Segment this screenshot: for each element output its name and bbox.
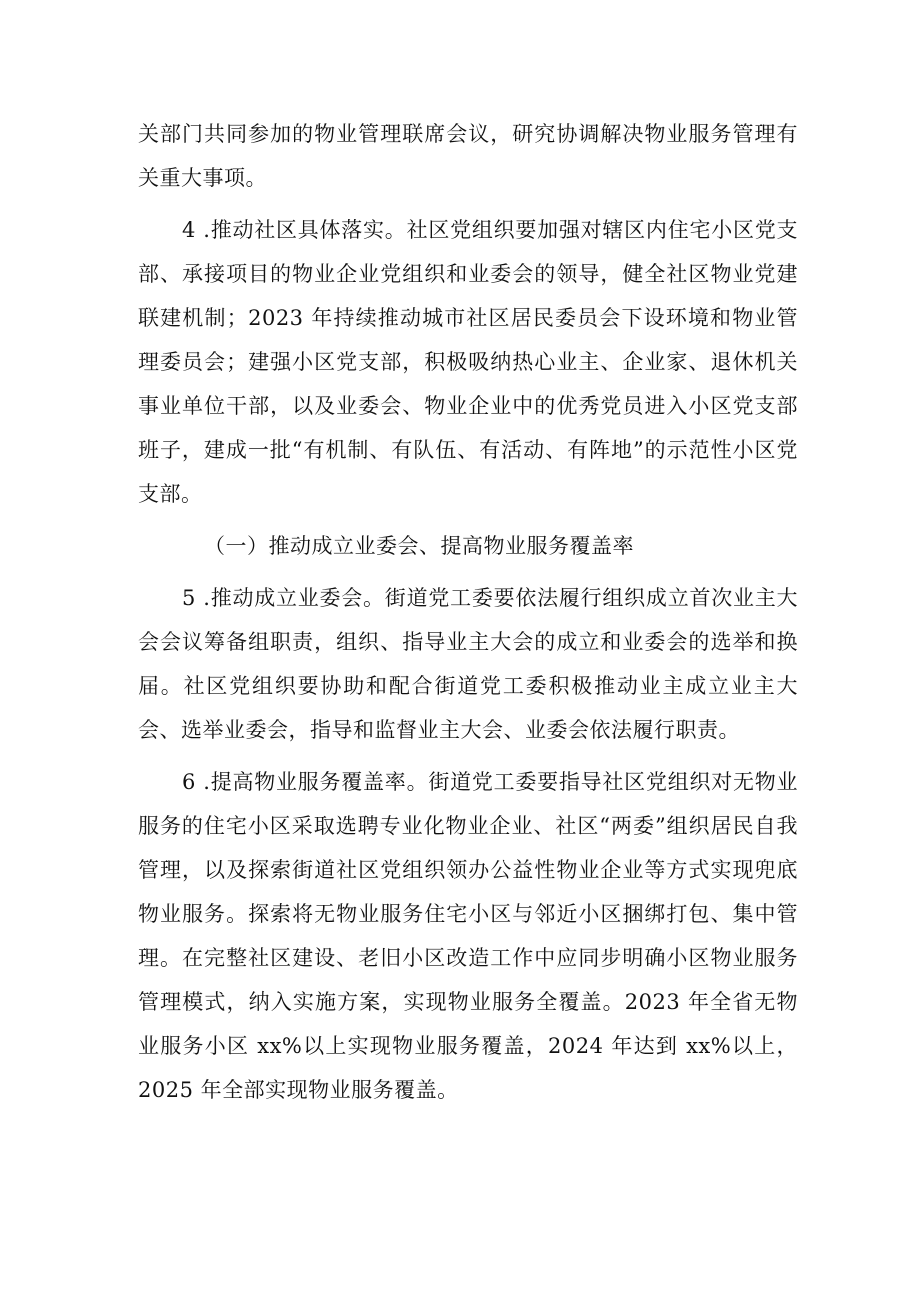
paragraph-item-6: 6 .提高物业服务覆盖率。街道党工委要指导社区党组织对无物业服务的住宅小区采取选聘专业化物业企业、社区“两委”组织居民自我管理，以及探索街道社区党组织领办公益性物业企业等方式实现兜底物业服务。探索将无物业服务住宅小区与邻近小区捆绑打包、集中管理。在完整社区建设、老旧小区改造工作中应同步明确小区物业服务管理模式，纳入实施方案，实现物业服务全覆盖。2023 年全省无物业服务小区 xx%以上实现物业服务覆盖，2024 年达到 xx%以上，2025 年全部实现物业服务覆盖。 [138, 770, 798, 1102]
paragraph-continuation: 关部门共同参加的物业管理联席会议，研究协调解决物业服务管理有关重大事项。 [138, 122, 798, 190]
paragraph-item-4: 4 .推动社区具体落实。社区党组织要加强对辖区内住宅小区党支部、承接项目的物业企业党组织和业委会的领导，健全社区物业党建联建机制；2023 年持续推动城市社区居民委员会下设环境和物业管理委员会；建强小区党支部，积极吸纳热心业主、企业家、退休机关事业单位干部，以及业委会、物业企业中的优秀党员进入小区党支部班子，建成一批“有机制、有队伍、有活动、有阵地”的示范性小区党支部。 [138, 218, 798, 506]
section-heading: （一）推动成立业委会、提高物业服务覆盖率 [204, 534, 634, 558]
paragraph-item-5: 5 .推动成立业委会。街道党工委要依法履行组织成立首次业主大会会议筹备组职责，组织、指导业主大会的成立和业委会的选举和换届。社区党组织要协助和配合街道党工委积极推动业主成立业主大会、选举业委会，指导和监督业主大会、业委会依法履行职责。 [138, 586, 798, 742]
document-body [138, 112, 798, 1112]
